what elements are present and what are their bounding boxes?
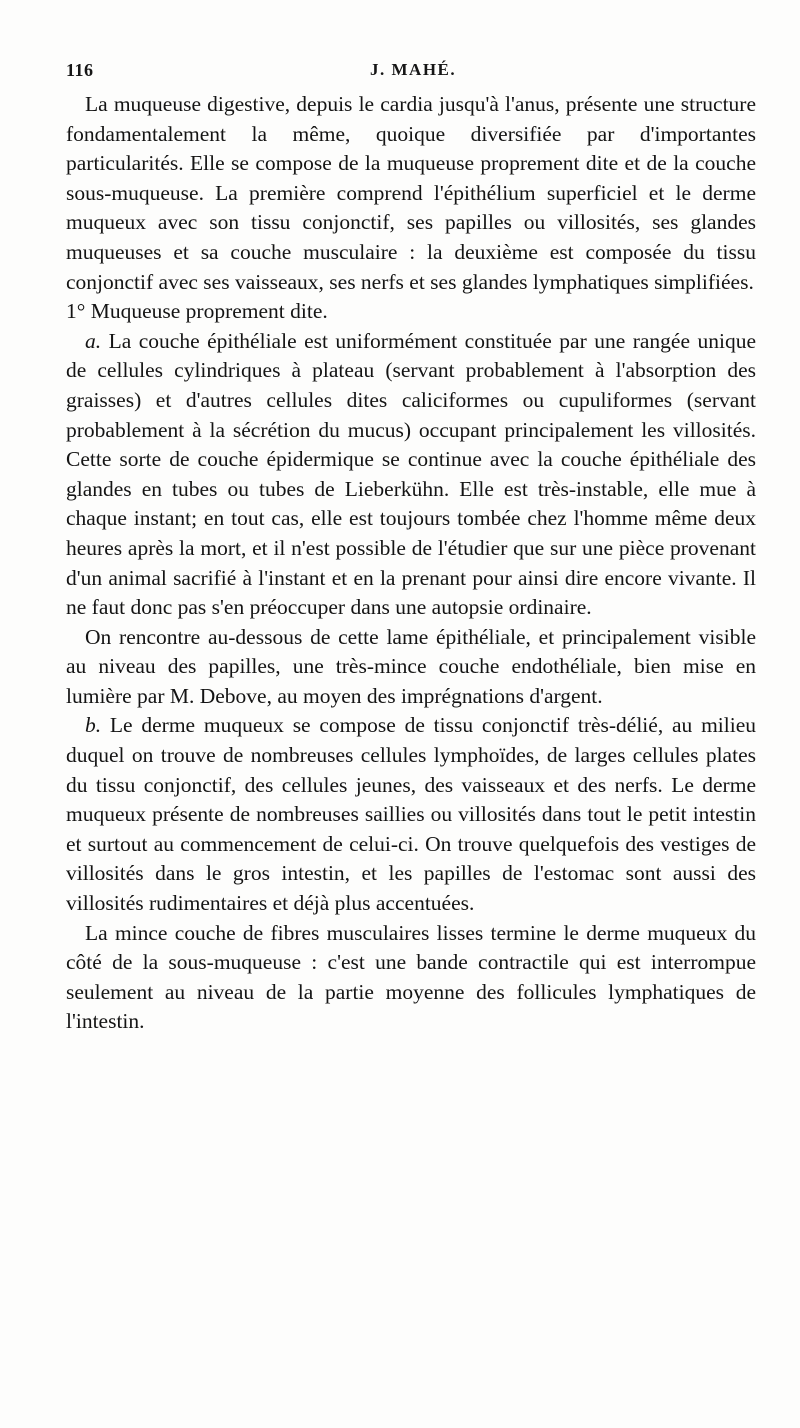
paragraph-muscular-layer: La mince couche de fibres musculaires lisses termine le derme muqueux du côté de la sous-muqueuse : c'est une bande contractile qui est interrompue seulement au niveau de la partie moyenne des follicules lymphatiques de l'intestin. [66, 920, 756, 1034]
intro-paragraph: La muqueuse digestive, depuis le cardia jusqu'à l'anus, présente une structure fondamentalement la même, quoique diversifiée par d'importantes particularités. Elle se compose de la muqueuse proprement dite et de la couche sous-muqueuse. La première comprend l'épithélium superficiel et le derme muqueux avec son tissu conjonctif, ses papilles ou villosités, ses glandes muqueuses et sa couche musculaire : la deuxième est composée du tissu conjonctif avec ses vaisseaux, ses nerfs et ses glandes lymphatiques simplifiées. [66, 92, 756, 294]
section-heading: 1° Muqueuse proprement dite. [66, 299, 328, 324]
page-number: 116 [66, 60, 94, 80]
body-text [66, 90, 756, 1037]
paragraph-text: La couche épithéliale est uniformément constituée par une rangée unique de cellules cylindriques à plateau (servant probablement à l'absorption des graisses) et d'autres cellules dites caliciformes ou cupuliformes (servant probablement à la sécrétion du mucus) occupant principalement les villosités. Cette sorte de couche épidermique se continue avec la couche épithéliale des glandes en tubes ou tubes de Lieberkühn. Elle est très-instable, elle mue à chaque instant; en tout cas, elle est toujours tombée chez l'homme même deux heures après la mort, et il n'est possible de l'étudier que sur une pièce provenant d'un animal sacrifié à l'instant et en la prenant pour ainsi dire encore vivante. Il ne faut donc pas s'en préoccuper dans une autopsie ordinaire. [66, 328, 756, 620]
paragraph-endothelial-layer: On rencontre au-dessous de cette lame épithéliale, et principalement visible au niveau des papilles, une très-mince couche endothéliale, bien mise en lumière par M. Debove, au moyen des imprégnations d'argent. [66, 624, 756, 708]
paragraph-text: Le derme muqueux se compose de tissu conjonctif très-délié, au milieu duquel on trouve de nombreuses cellules lymphoïdes, de larges cellules plates du tissu conjonctif, des cellules jeunes, des vaisseaux et des nerfs. Le derme muqueux présente de nombreuses saillies ou villosités dans tout le petit intestin et surtout au commencement de celui-ci. On trouve quelquefois des vestiges de villosités dans le gros intestin, et les papilles de l'estomac sont aussi des villosités rudimentaires et déjà plus accentuées. [66, 713, 757, 916]
item-marker-a: a. [85, 328, 102, 353]
running-head-author: J. MAHÉ. [370, 60, 457, 79]
page-header [66, 60, 756, 90]
item-marker-b: b. [85, 713, 102, 738]
paragraph-epithelial-layer [66, 327, 756, 623]
paragraph-mucous-derm [66, 711, 756, 918]
